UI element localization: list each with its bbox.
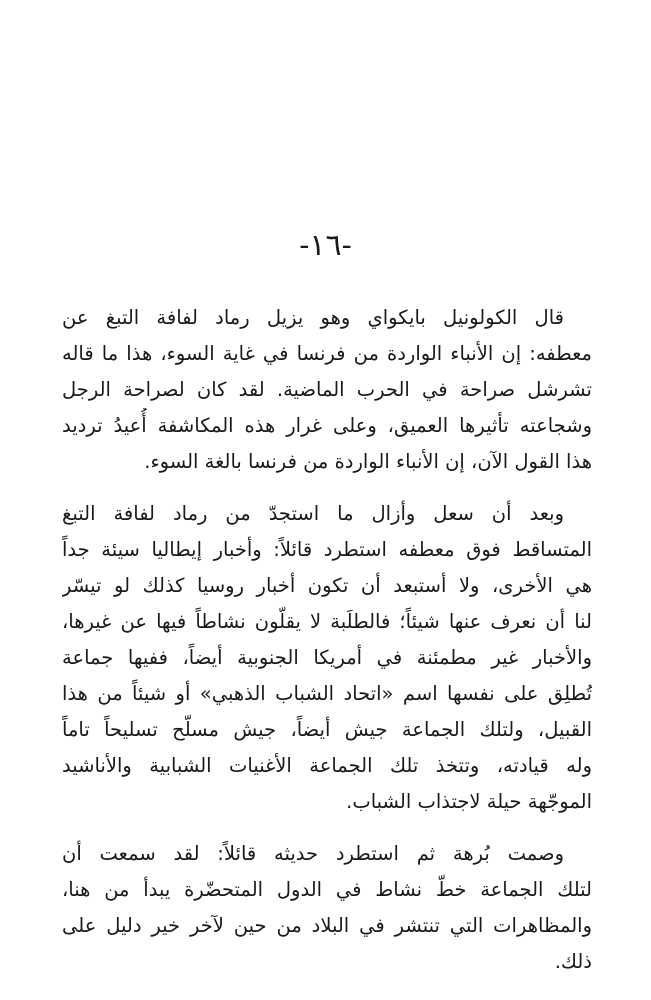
text-line: القبيل، ولتلك الجماعة جيش أيضاً، جيش مسلّح تسليحاً تاماً	[62, 718, 592, 741]
paragraph-3	[62, 836, 592, 980]
text-line: وصمت بُرهة ثم استطرد حديثه قائلاً: لقد سمعت أن	[62, 842, 564, 865]
text-line: وشجاعته تأثيرها العميق، وعلى غرار هذه المكاشفة أُعيدُ ترديد	[62, 414, 592, 437]
paragraph-2	[62, 496, 592, 820]
text-line: وبعد أن سعل وأزال ما استجدّ من رماد لفافة التبغ	[62, 502, 564, 525]
text-line: قال الكولونيل بايكواي وهو يزيل رماد لفافة التبغ عن	[62, 306, 564, 329]
text-line: معطفه: إن الأنباء الواردة من فرنسا في غاية السوء، هذا ما قاله	[62, 342, 592, 365]
text-line: هي الأخرى، ولا أستبعد أن تكون أخبار روسيا كذلك لو تيسّر	[62, 574, 592, 597]
text-line: والمظاهرات التي تنتشر في البلاد من حين لآخر خير دليل على	[62, 914, 592, 937]
text-line: والأخبار غير مطمئنة في أمريكا الجنوبية أيضاً، ففيها جماعة	[62, 646, 592, 669]
text-line: الموجّهة حيلة لاجتذاب الشباب.	[346, 790, 592, 813]
text-line: لتلك الجماعة خطّ نشاط في الدول المتحضّرة يبدأ من هنا،	[62, 878, 592, 901]
paragraph-1	[62, 300, 592, 480]
text-line: هذا القول الآن، إن الأنباء الواردة من فرنسا بالغة السوء.	[144, 450, 592, 473]
page-number: -١٦-	[299, 228, 352, 263]
text-line: تشرشل صراحة في الحرب الماضية. لقد كان لصراحة الرجل	[62, 378, 592, 401]
text-line: لنا أن نعرف عنها شيئاً؛ فالطلَبة لا يقلّون نشاطاً فيها عن غيرها،	[62, 610, 592, 633]
text-line: وله قيادته، وتتخذ تلك الجماعة الأغنيات الشبابية والأناشيد	[62, 754, 592, 777]
text-line: تُطلِق على نفسها اسم «اتحاد الشباب الذهبي» أو شيئاً من هذا	[62, 682, 592, 705]
body-text	[62, 300, 592, 996]
text-line: المتساقط فوق معطفه استطرد قائلاً: وأخبار إيطاليا سيئة جداً	[62, 538, 592, 561]
text-line: ذلك.	[554, 950, 592, 973]
